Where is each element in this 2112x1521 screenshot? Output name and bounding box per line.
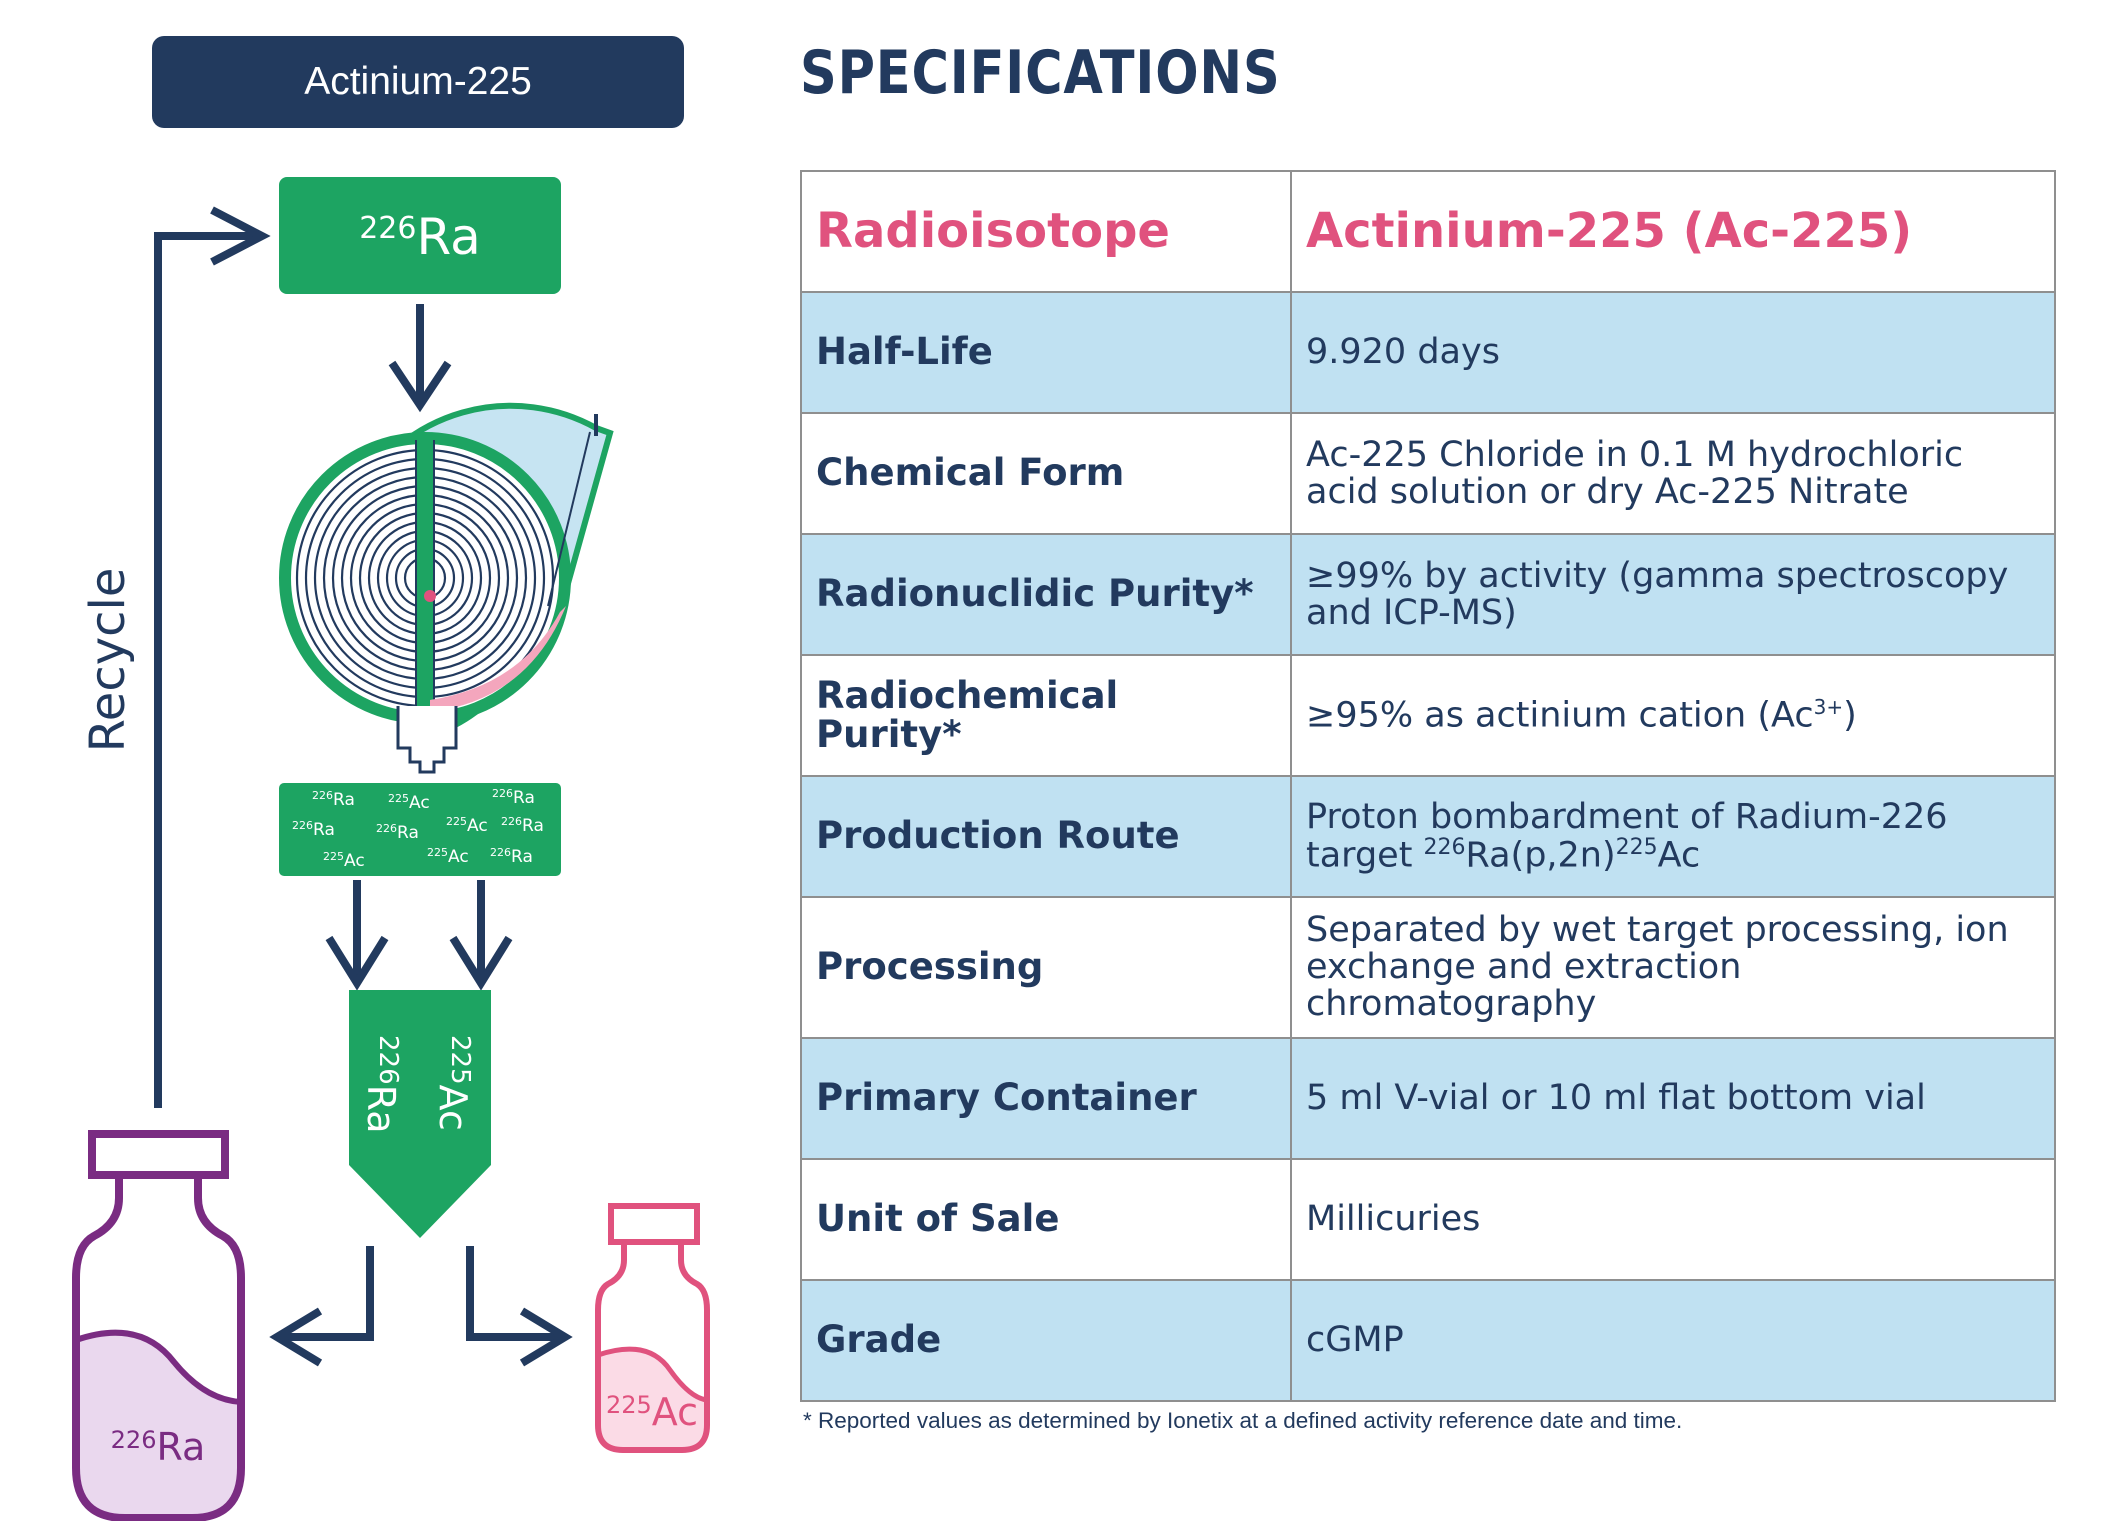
cyclotron-icon — [285, 406, 610, 772]
table-row — [801, 292, 2055, 413]
mixture-label: $^{226}$Ra — [376, 822, 419, 843]
value-text: ≥95% as actinium cation (Ac — [1306, 695, 1814, 736]
table-row — [801, 1038, 2055, 1159]
row-label: Radionuclidic Purity* — [801, 534, 1291, 655]
table-row — [801, 1280, 2055, 1401]
row-value: cGMP — [1291, 1280, 2055, 1401]
value-text: Proton bombardment of Radium-226 — [1306, 796, 1948, 837]
table-row — [801, 776, 2055, 897]
charge-superscript: 3+ — [1813, 694, 1844, 719]
table-header-value: Actinium-225 (Ac-225) — [1291, 171, 2055, 292]
production-flow-diagram — [0, 0, 720, 1521]
recycle-label: Recycle — [80, 567, 136, 753]
row-label: Primary Container — [801, 1038, 1291, 1159]
mixture-label: $^{226}$Ra — [492, 787, 535, 808]
mixture-label: $^{226}$Ra — [501, 815, 544, 836]
mixture-label: $^{225}$Ac — [427, 846, 469, 867]
table-row — [801, 897, 2055, 1038]
row-value: 5 ml V-vial or 10 ml flat bottom vial — [1291, 1038, 2055, 1159]
row-label: Production Route — [801, 776, 1291, 897]
ra226-source-label: $^{226}$Ra — [359, 208, 481, 266]
row-label: Chemical Form — [801, 413, 1291, 534]
row-label: Radiochemical Purity* — [801, 655, 1291, 776]
mixture-label: $^{225}$Ac — [323, 850, 365, 871]
ac225-vial-label: $^{225}$Ac — [605, 1390, 699, 1434]
row-label: Grade — [801, 1280, 1291, 1401]
table-row — [801, 413, 2055, 534]
table-row — [801, 171, 2055, 292]
specifications-table — [800, 170, 2056, 1402]
ra226-vial-label: $^{226}$Ra — [110, 1425, 206, 1469]
mixture-label: $^{226}$Ra — [490, 846, 533, 867]
table-row — [801, 1159, 2055, 1280]
diagram-title-banner: Actinium-225 — [152, 36, 684, 128]
table-header-label: Radioisotope — [801, 171, 1291, 292]
mixture-label: $^{225}$Ac — [388, 792, 430, 813]
arrow-to-ac-vial-line — [470, 1246, 565, 1337]
mass-superscript: 226 — [1423, 834, 1466, 860]
mixture-label: $^{226}$Ra — [292, 819, 335, 840]
value-text: Ra(p,2n) — [1465, 835, 1616, 876]
recycle-arrow-line — [158, 236, 262, 1108]
value-text: Ac — [1657, 835, 1701, 876]
separator-label-ac: $^{225}$Ac — [431, 1035, 475, 1131]
row-label: Half-Life — [801, 292, 1291, 413]
footnote: * Reported values as determined by Ionetix at a defined activity reference date and time. — [803, 1408, 1683, 1433]
row-value: Millicuries — [1291, 1159, 2055, 1280]
row-value: ≥99% by activity (gamma spectroscopy and ICP-MS) — [1291, 534, 2055, 655]
row-value: Separated by wet target processing, ion exchange and extraction chromatography — [1291, 897, 2055, 1038]
row-value: 9.920 days — [1291, 292, 2055, 413]
mixture-label: $^{226}$Ra — [312, 789, 355, 810]
row-value: Ac-225 Chloride in 0.1 M hydrochloric acid solution or dry Ac-225 Nitrate — [1291, 413, 2055, 534]
row-value — [1291, 655, 2055, 776]
separator-label-ra: $^{226}$Ra — [359, 1035, 403, 1134]
table-row — [801, 655, 2055, 776]
specifications-heading: SPECIFICATIONS — [800, 38, 1281, 108]
value-text: ) — [1843, 695, 1857, 736]
row-label: Processing — [801, 897, 1291, 1038]
row-value — [1291, 776, 2055, 897]
row-label: Unit of Sale — [801, 1159, 1291, 1280]
arrow-to-ra-vial-line — [277, 1246, 370, 1337]
value-text: target — [1306, 835, 1424, 876]
table-row — [801, 534, 2055, 655]
mixture-label: $^{225}$Ac — [446, 815, 488, 836]
mass-superscript: 225 — [1615, 834, 1658, 860]
